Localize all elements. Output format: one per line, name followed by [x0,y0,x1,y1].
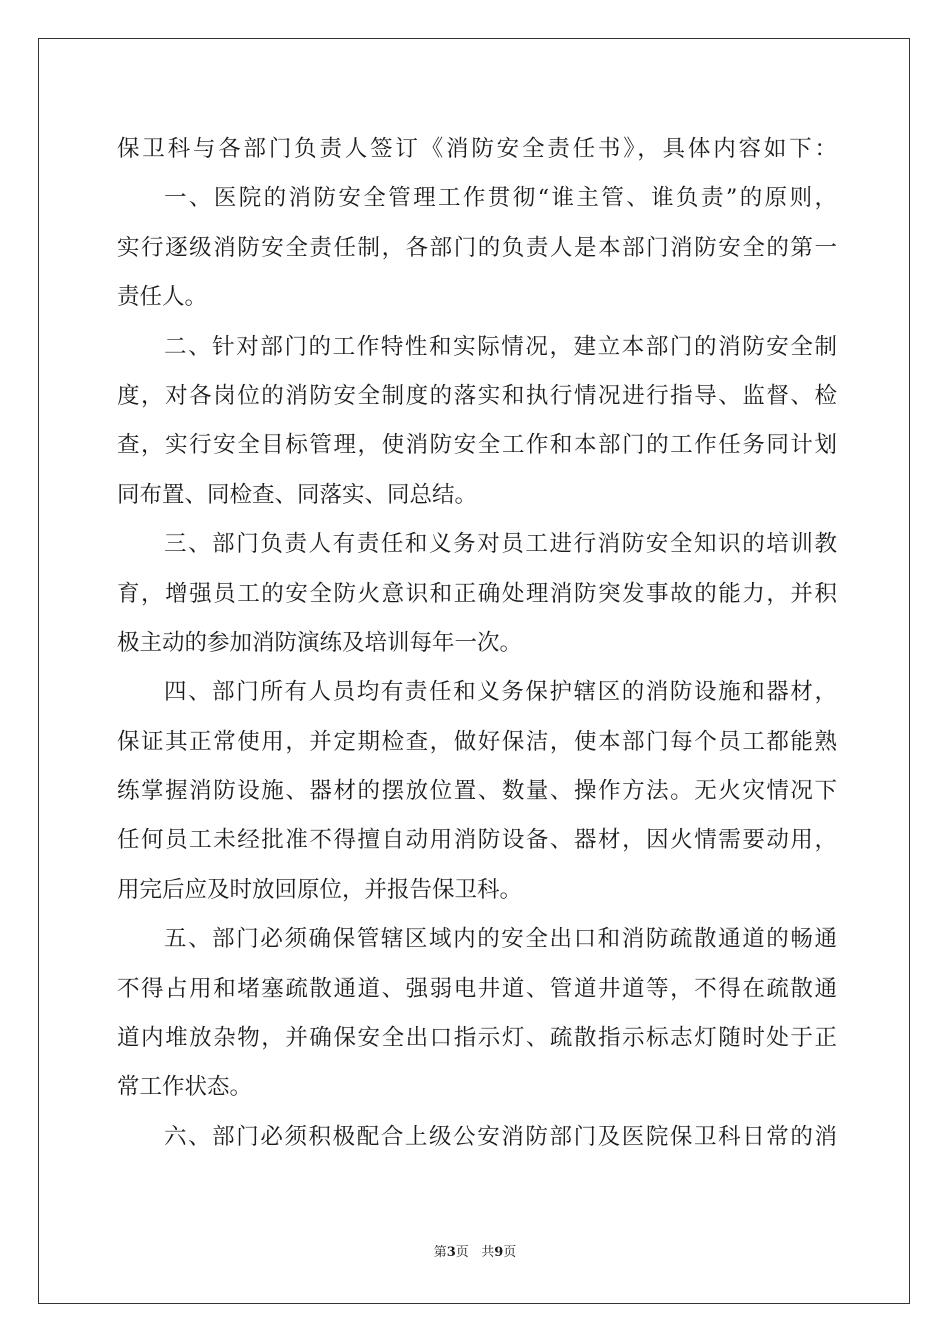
text-line: 极主动的参加消防演练及培训每年一次。 [117,629,523,656]
text-line: 常工作状态。 [117,1074,253,1101]
text-line: 任何员工未经批准不得擅自动用消防设备、器材，因火情需要动用， [117,827,837,854]
text-line: 练掌握消防设施、器材的摆放位置、数量、操作方法。无火灾情况下 [117,778,837,805]
text-line: 五、部门必须确保管辖区域内的安全出口和消防疏散通道的畅通 [164,926,837,953]
page-prefix: 第 [433,1245,447,1260]
text-line: 道内堆放杂物，并确保安全出口指示灯、疏散指示标志灯随时处于正 [117,1025,837,1052]
page-number: 3 [446,1245,456,1260]
text-line: 保卫科与各部门负责人签订《消防安全责任书》，具体内容如下： [117,136,837,162]
text-line: 育，增强员工的安全防火意识和正确处理消防突发事故的能力，并积 [117,580,837,607]
text-line: 一、医院的消防安全管理工作贯彻“谁主管、谁负责”的原则， [164,185,837,212]
text-line: 度，对各岗位的消防安全制度的落实和执行情况进行指导、监督、检 [117,382,837,409]
page-suffix: 页 [455,1245,469,1260]
text-line: 责任人。 [117,284,208,311]
text-line: 三、部门负责人有责任和义务对员工进行消防安全知识的培训教 [164,531,837,558]
text-line: 不得占用和堵塞疏散通道、强弱电井道、管道井道等，不得在疏散通 [117,975,837,1002]
text-line: 实行逐级消防安全责任制，各部门的负责人是本部门消防安全的第一 [117,234,837,261]
text-line: 保证其正常使用，并定期检查，做好保洁，使本部门每个员工都能熟 [117,728,837,755]
text-line: 六、部门必须积极配合上级公安消防部门及医院保卫科日常的消 [164,1123,837,1150]
text-line: 同布置、同检查、同落实、同总结。 [117,481,478,508]
text-line: 用完后应及时放回原位，并报告保卫科。 [117,876,523,903]
total-suffix: 页 [503,1245,517,1260]
total-prefix: 共 [481,1245,495,1260]
text-line: 四、部门所有人员均有责任和义务保护辖区的消防设施和器材， [164,679,837,706]
total-pages: 9 [494,1245,504,1260]
text-line: 查，实行安全目标管理，使消防安全工作和本部门的工作任务同计划 [117,432,837,459]
document-body [117,127,837,1164]
page-footer [0,1241,950,1260]
text-line: 二、针对部门的工作特性和实际情况，建立本部门的消防安全制 [164,333,837,360]
